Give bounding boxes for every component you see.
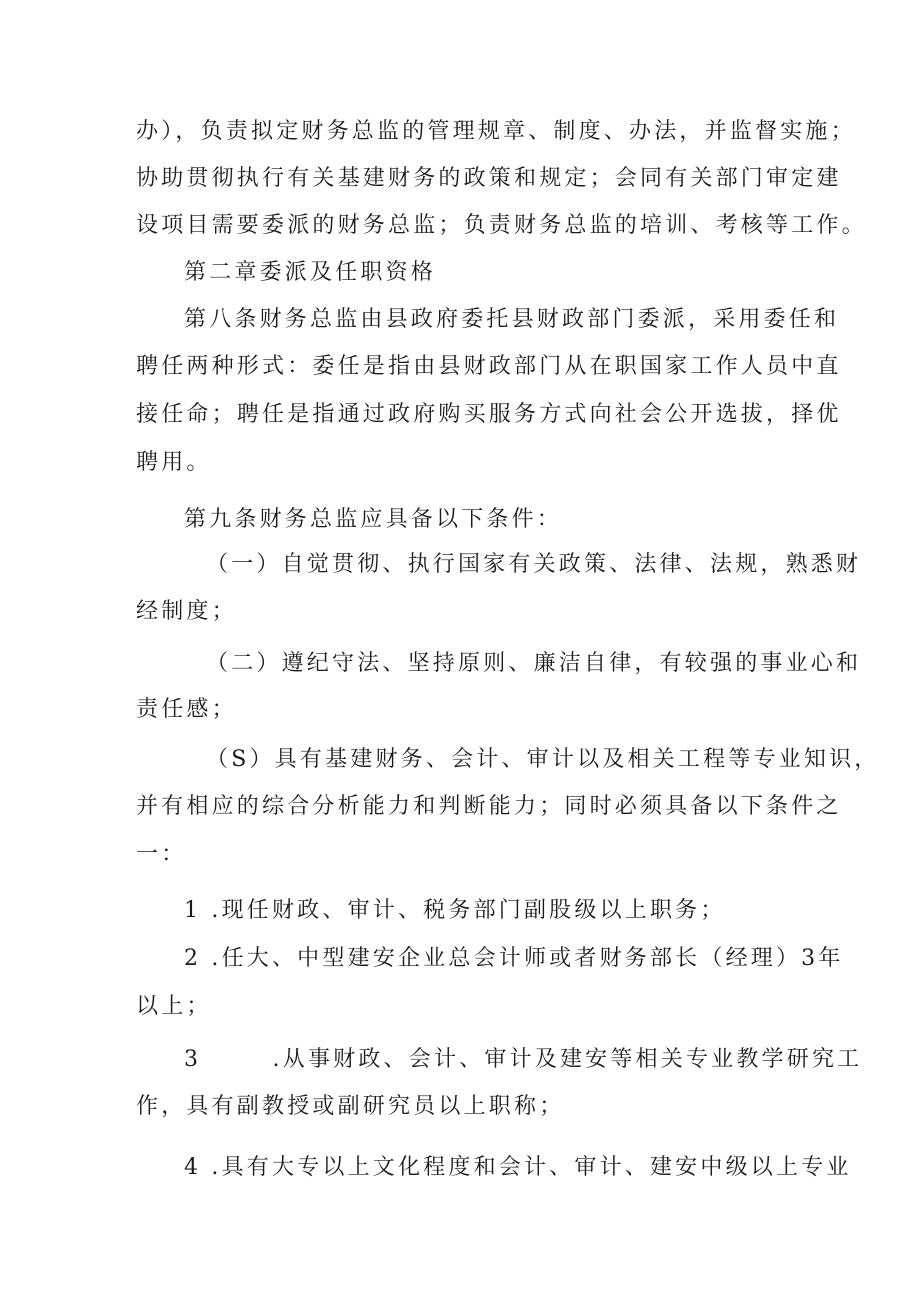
condition-2: （二）遵纪守法、坚持原则、廉洁自律，有较强的事业心和 bbox=[206, 651, 862, 676]
text-line: 聘任两种形式：委任是指由县财政部门从在职国家工作人员中直 bbox=[136, 354, 842, 379]
condition-3: （S）具有基建财务、会计、审计以及相关工程等专业知识， bbox=[206, 747, 880, 772]
article-9-line: 第九条财务总监应具备以下条件： bbox=[184, 507, 563, 532]
list-item-4: 4 .具有大专以上文化程度和会计、审计、建安中级以上专业 bbox=[184, 1155, 852, 1180]
text-line: 办），负责拟定财务总监的管理规章、制度、办法，并监督实施； bbox=[136, 119, 856, 144]
text-line: 作，具有副教授或副研究员以上职称； bbox=[136, 1094, 565, 1119]
text-line: 接任命；聘任是指通过政府购买服务方式向社会公开选拔，择优 bbox=[136, 402, 842, 427]
text-line: 设项目需要委派的财务总监；负责财务总监的培训、考核等工作。 bbox=[136, 213, 867, 238]
text-line: 一： bbox=[136, 842, 187, 867]
text-line: 并有相应的综合分析能力和判断能力；同时必须具备以下条件之 bbox=[136, 794, 842, 819]
list-item-1: 1 .现任财政、审计、税务部门副股级以上职务； bbox=[184, 898, 726, 923]
text-line: 协助贯彻执行有关基建财务的政策和规定；会同有关部门审定建 bbox=[136, 166, 842, 191]
text-line: 以上； bbox=[136, 994, 212, 1019]
text-line: 责任感； bbox=[136, 697, 237, 722]
text-line: 聘用。 bbox=[136, 450, 212, 475]
article-8-line: 第八条财务总监由县政府委托县财政部门委派，采用委任和 bbox=[184, 307, 840, 332]
chapter-heading: 第二章委派及任职资格 bbox=[184, 260, 437, 285]
list-item-2: 2 .任大、中型建安企业总会计师或者财务部长（经理）3年 bbox=[184, 946, 844, 971]
list-item-3: 3 .从事财政、会计、审计及建安等相关专业教学研究工 bbox=[184, 1047, 863, 1072]
condition-1: （一）自觉贯彻、执行国家有关政策、法律、法规，熟悉财 bbox=[206, 552, 862, 577]
text-line: 经制度； bbox=[136, 599, 237, 624]
